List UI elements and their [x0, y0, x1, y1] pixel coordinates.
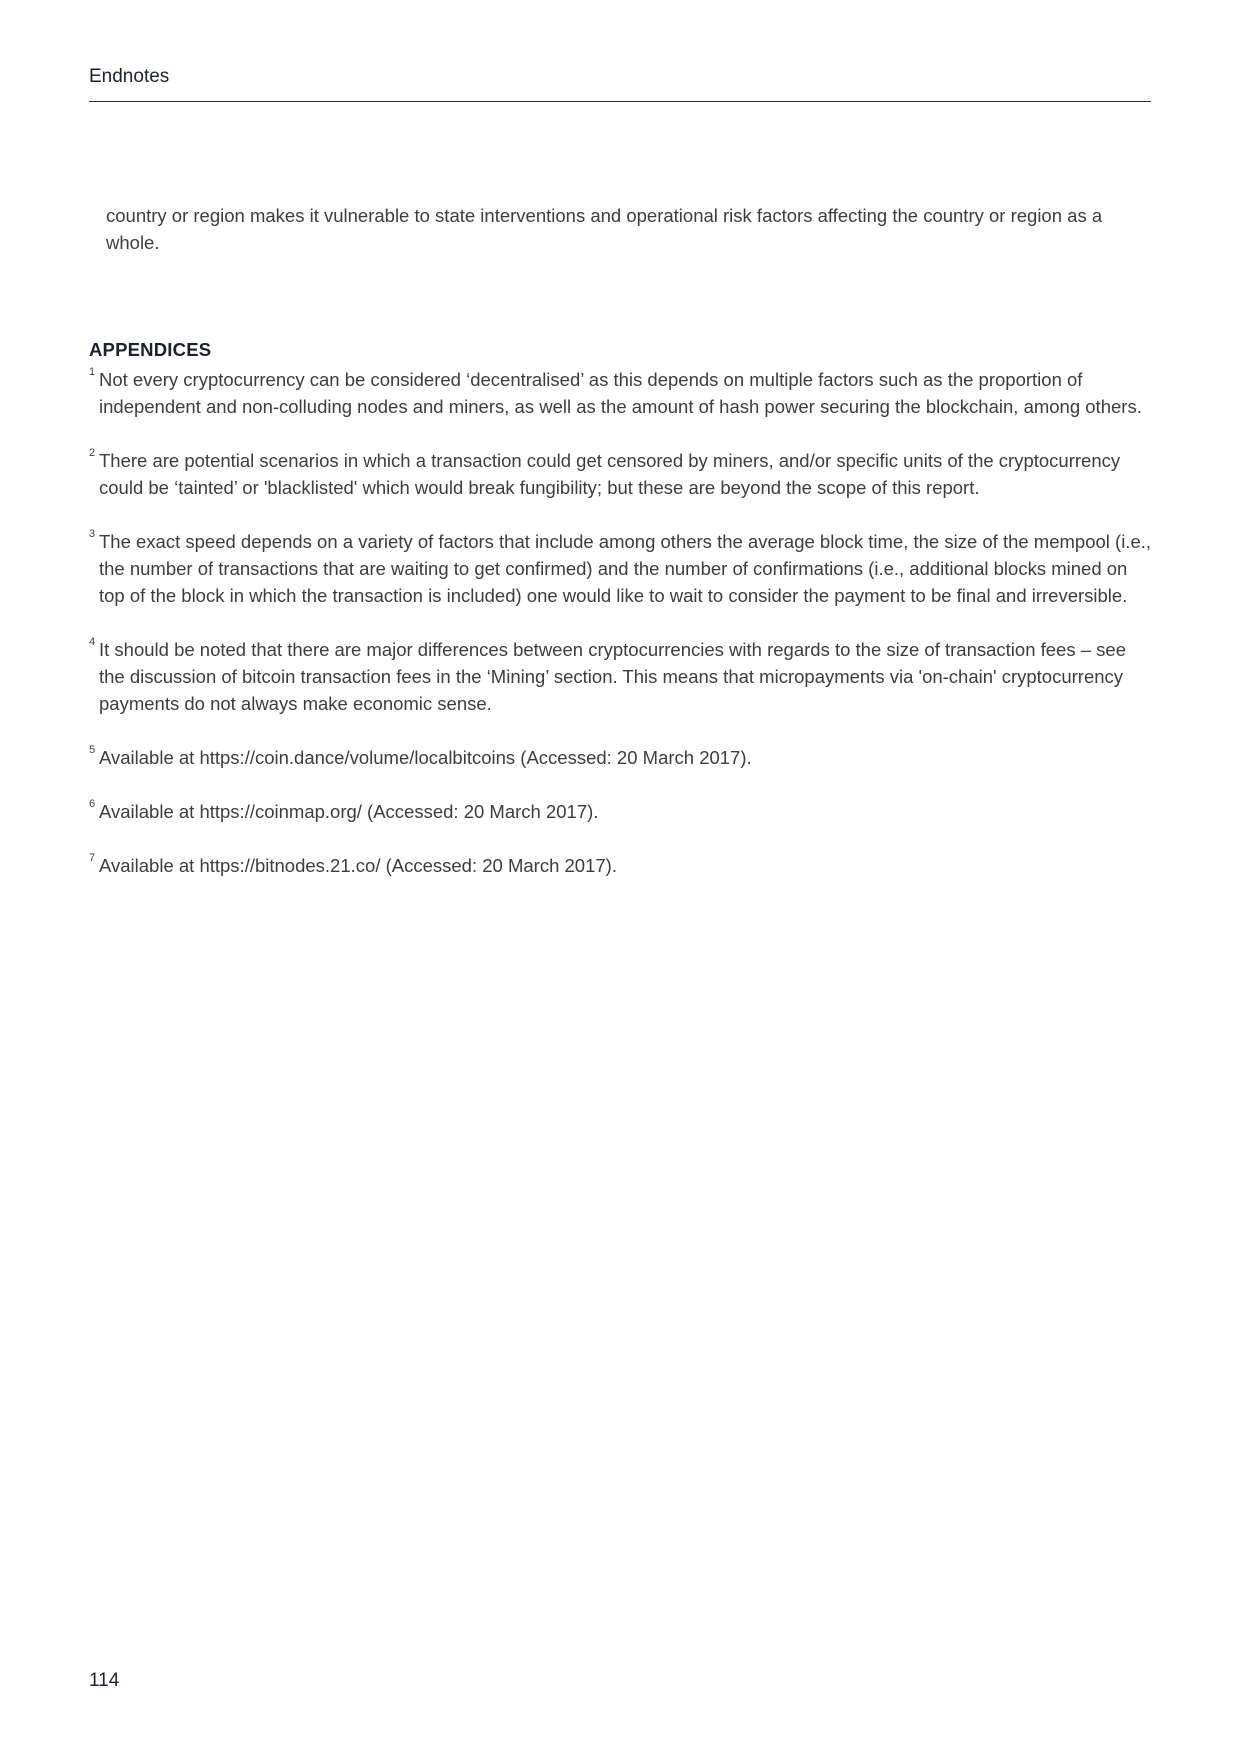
- endnote-number: 2: [89, 447, 96, 459]
- endnotes-list: [89, 366, 1151, 906]
- endnote-text: Available at https://coin.dance/volume/localbitcoins (Accessed: 20 March 2017).: [99, 747, 752, 768]
- endnote-number: 5: [89, 744, 96, 756]
- page-number: 114: [89, 1670, 120, 1691]
- endnote-6: [89, 798, 1151, 825]
- endnote-2: [89, 447, 1151, 501]
- endnote-5: [89, 744, 1151, 771]
- header-divider: [89, 101, 1151, 102]
- endnote-3: [89, 528, 1151, 609]
- endnote-number: 3: [89, 528, 96, 540]
- endnote-number: 7: [89, 852, 96, 864]
- endnote-4: [89, 636, 1151, 717]
- endnote-text: There are potential scenarios in which a transaction could get censored by miners, and/or specific units of the cryptocurrency could be ‘tainted’ or 'blacklisted' which would break fungibility; but these are beyond the scope of this report.: [99, 450, 1121, 498]
- endnote-number: 4: [89, 636, 96, 648]
- endnote-text: It should be noted that there are major differences between cryptocurrencies with regards to the size of transaction fees – see the discussion of bitcoin transaction fees in the ‘Mining’ section. This means that micropayments via 'on-chain' cryptocurrency payments do not always make economic sense.: [99, 639, 1126, 714]
- continuation-paragraph: country or region makes it vulnerable to state interventions and operational risk factors affecting the country or region as a whole.: [106, 205, 1103, 253]
- endnote-text: Available at https://coinmap.org/ (Accessed: 20 March 2017).: [99, 801, 599, 822]
- endnote-7: [89, 852, 1151, 879]
- endnote-text: The exact speed depends on a variety of factors that include among others the average block time, the size of the mempool (i.e., the number of transactions that are waiting to get confirmed) and the number of confirmations (i.e., additional blocks mined on top of the block in which the transaction is included) one would like to wait to consider the payment to be final and irreversible.: [99, 531, 1152, 606]
- endnote-number: 1: [89, 366, 96, 378]
- endnote-1: [89, 366, 1151, 420]
- endnote-text: Not every cryptocurrency can be considered ‘decentralised’ as this depends on multiple factors such as the proportion of independent and non-colluding nodes and miners, as well as the amount of hash power securing the blockchain, among others.: [99, 369, 1142, 417]
- running-header: Endnotes: [89, 66, 170, 87]
- appendices-heading: APPENDICES: [89, 339, 212, 360]
- endnote-text: Available at https://bitnodes.21.co/ (Accessed: 20 March 2017).: [99, 855, 617, 876]
- endnote-number: 6: [89, 798, 96, 810]
